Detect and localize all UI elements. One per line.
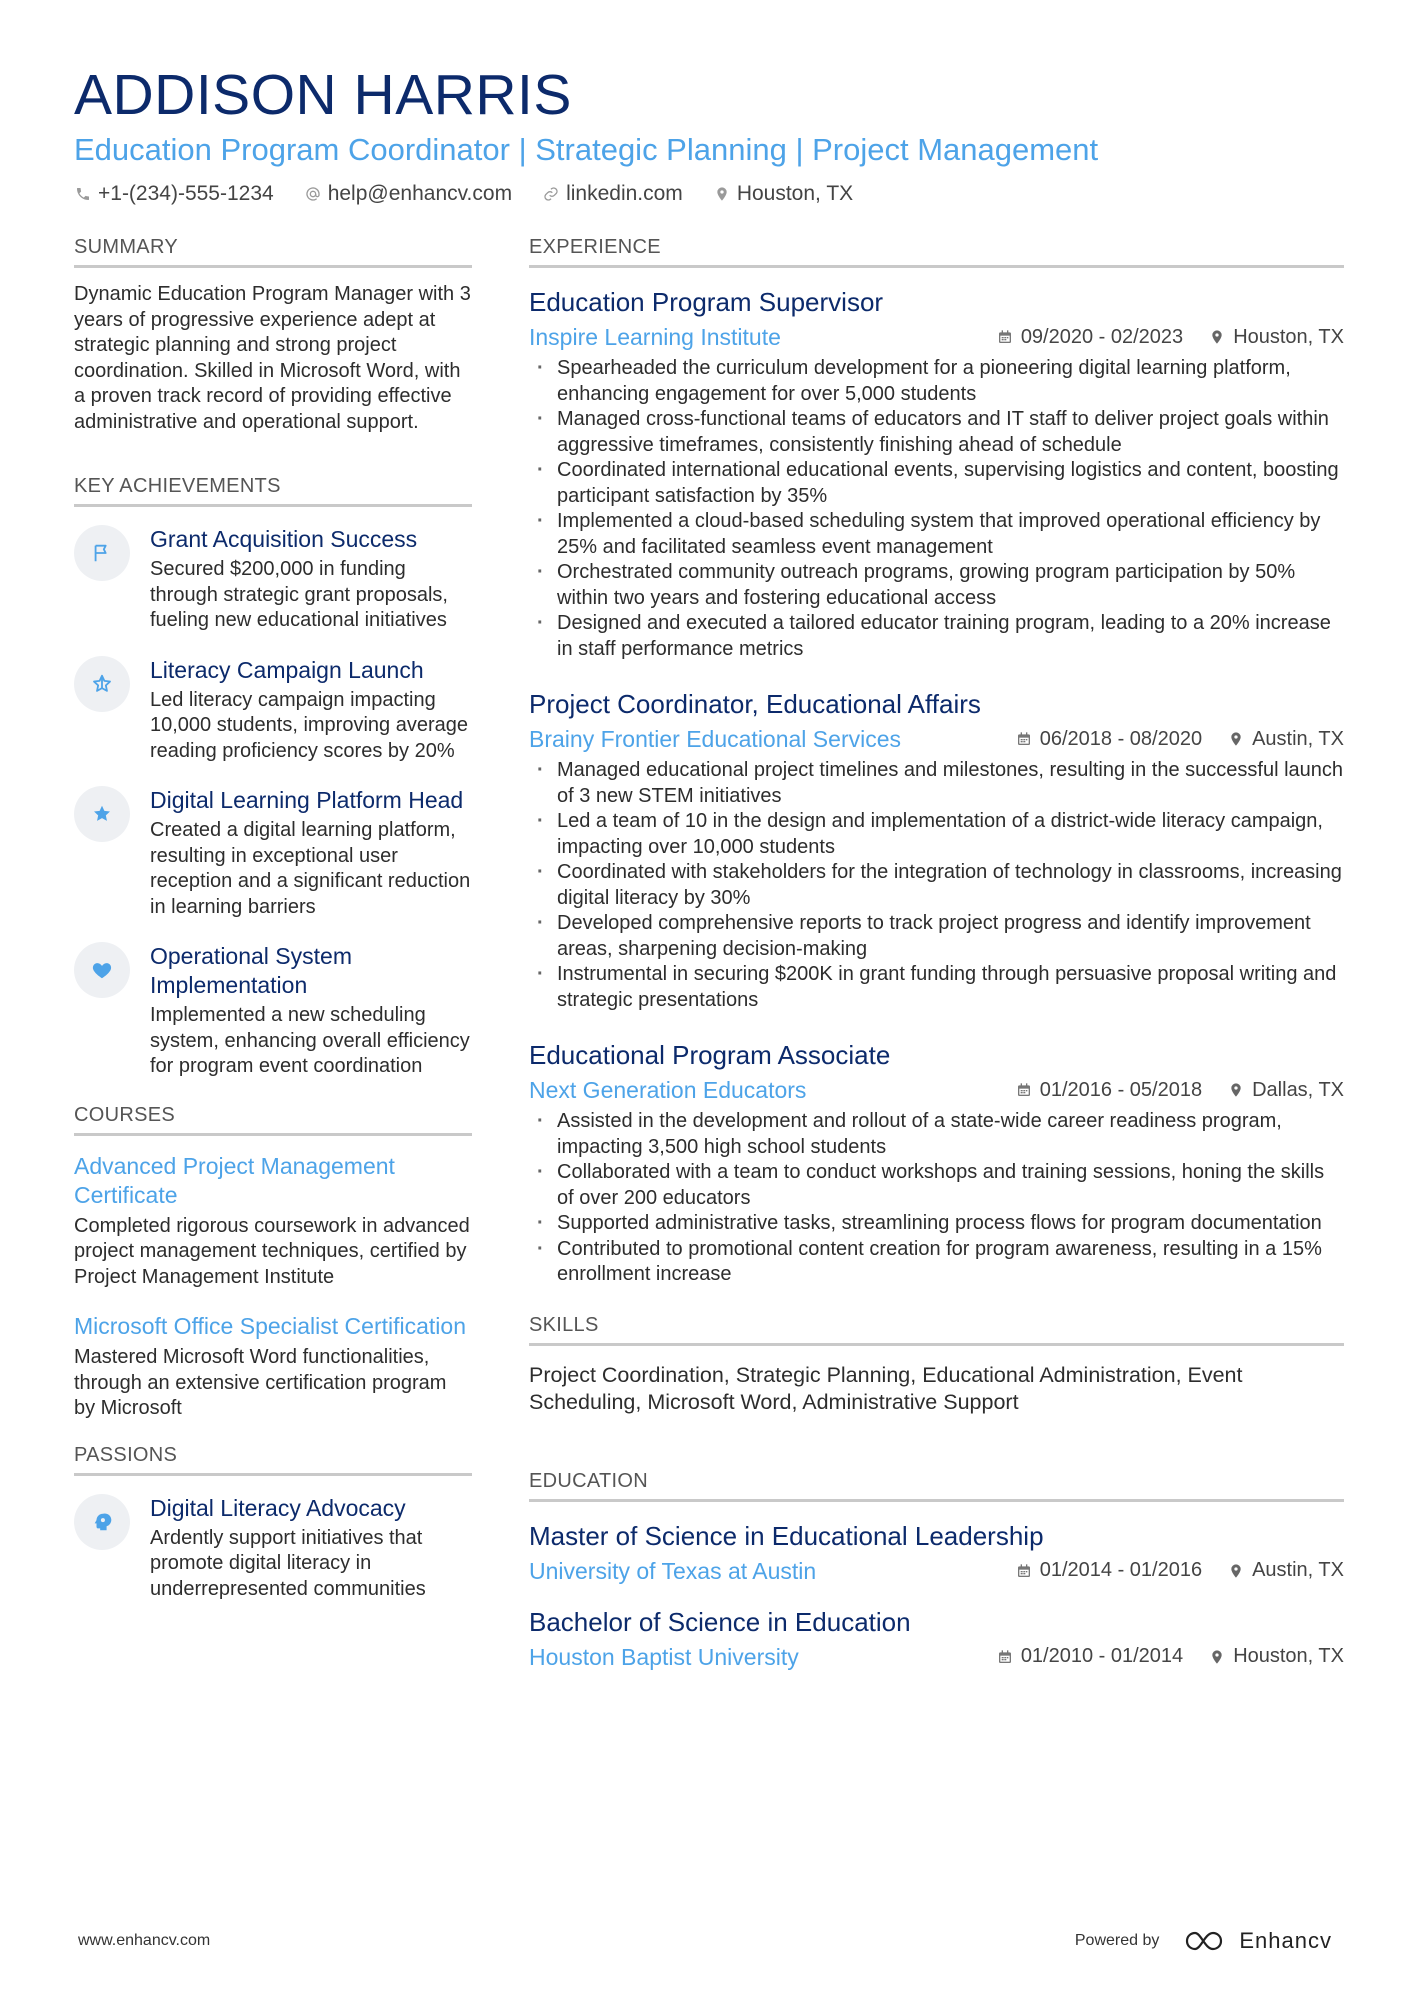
courses-heading: COURSES	[74, 1104, 472, 1136]
job-meta	[529, 322, 1344, 352]
summary-heading: SUMMARY	[74, 236, 472, 268]
course-text: Mastered Microsoft Word functionalities, through an extensive certification program by Microsoft	[74, 1346, 447, 1419]
bullet-item: · Implemented a cloud-based scheduling system that improved operational efficiency by 25% and facilitated seamless event management	[529, 509, 1344, 560]
job-dates-text: 06/2018 - 08/2020	[1039, 727, 1203, 750]
email-text[interactable]: help@enhancv.com	[327, 182, 513, 205]
achievement-text: Implemented a new scheduling system, enhancing overall efficiency for program event coordination	[150, 1004, 470, 1077]
school-name: Houston Baptist University	[529, 1643, 799, 1670]
job-meta	[529, 1075, 1344, 1105]
passion-title: Digital Literacy Advocacy	[150, 1494, 406, 1521]
achievement-item	[74, 942, 472, 1080]
bullet-item: · Coordinated international educational events, supervising logistics and content, boosting participant satisfaction by 35%	[529, 458, 1344, 509]
education-dates-text: 01/2010 - 01/2014	[1020, 1645, 1184, 1667]
achievement-title: Grant Acquisition Success	[150, 526, 418, 552]
job-meta	[529, 724, 1344, 754]
star-icon	[74, 786, 130, 842]
bullet-item: · Designed and executed a tailored educator training program, leading to a 20% increase in staff performance metrics	[529, 611, 1344, 662]
job-meta-details	[1016, 1079, 1344, 1102]
location-pin-icon	[1209, 1649, 1225, 1665]
education-heading: EDUCATION	[529, 1470, 1344, 1502]
passion-item	[74, 1494, 472, 1603]
job-meta-details	[1016, 728, 1344, 751]
achievement-text: Created a digital learning platform, resulting in exceptional user reception and a significant reduction in learning barriers	[150, 819, 471, 918]
education-location	[1228, 1559, 1344, 1582]
contact-email[interactable]	[304, 182, 512, 206]
contact-row	[74, 182, 1344, 206]
location-pin-icon	[1209, 329, 1225, 345]
education-meta-details	[1016, 1559, 1344, 1582]
job-location-text: Houston, TX	[1233, 325, 1344, 348]
bullet-item: · Spearheaded the curriculum development for a pioneering digital learning platform, enhancing engagement for over 5,000 students	[529, 356, 1344, 407]
achievement-item	[74, 656, 472, 765]
star-outline-icon	[74, 656, 130, 712]
education-meta	[529, 1642, 1344, 1672]
phone-text: +1-(234)-555-1234	[98, 182, 274, 205]
company-name: Brainy Frontier Educational Services	[529, 726, 901, 752]
skills-heading: SKILLS	[529, 1314, 1344, 1346]
experience-heading: EXPERIENCE	[529, 236, 1344, 268]
education-meta	[529, 1556, 1344, 1586]
bullet-item: · Supported administrative tasks, streamlining process flows for program documentation	[529, 1211, 1344, 1237]
job-location-text: Dallas, TX	[1252, 1078, 1344, 1101]
job-bullets	[529, 356, 1344, 662]
calendar-icon	[997, 1649, 1013, 1665]
bullet-item: · Instrumental in securing $200K in grant funding through persuasive proposal writing and strategic presentations	[529, 962, 1344, 1013]
company-name: Next Generation Educators	[529, 1077, 807, 1103]
brand-name: Enhancv	[1239, 1928, 1332, 1953]
calendar-icon	[1016, 1082, 1032, 1098]
education-dates-text: 01/2014 - 01/2016	[1039, 1559, 1203, 1581]
left-column	[74, 236, 472, 1624]
school-name: University of Texas at Austin	[529, 1557, 817, 1584]
achievements-heading: KEY ACHIEVEMENTS	[74, 475, 472, 507]
candidate-name: ADDISON HARRIS	[74, 63, 572, 127]
achievement-title: Digital Learning Platform Head	[150, 787, 464, 813]
bullet-item: · Managed cross-functional teams of educators and IT staff to deliver project goals within aggressive timeframes, consistently finishing ahead of schedule	[529, 407, 1344, 458]
candidate-title: Education Program Coordinator | Strategic Planning | Project Management	[74, 132, 1099, 167]
job-entry	[529, 688, 1344, 1013]
achievements-section	[74, 475, 472, 1080]
job-bullets	[529, 1109, 1344, 1288]
at-icon	[304, 185, 322, 203]
skills-section	[529, 1314, 1344, 1416]
right-column	[529, 236, 1344, 1692]
bullet-item: · Assisted in the development and rollout of a state-wide career readiness program, impacting 3,500 high school students	[529, 1109, 1344, 1160]
passion-text: Ardently support initiatives that promote digital literacy in underrepresented communities	[150, 1526, 426, 1600]
enhancv-logo[interactable]	[1183, 1928, 1332, 1954]
education-entry	[529, 1520, 1344, 1586]
education-dates	[1016, 1559, 1202, 1582]
skills-text: Project Coordination, Strategic Planning, Educational Administration, Event Scheduling, Microsoft Word, Administrative Support	[529, 1362, 1243, 1414]
course-title: Advanced Project Management Certificate	[74, 1152, 395, 1208]
phone-icon	[74, 185, 92, 203]
job-entry	[529, 286, 1344, 662]
footer-website[interactable]: www.enhancv.com	[78, 1932, 211, 1949]
job-bullets	[529, 758, 1344, 1013]
bullet-item: · Led a team of 10 in the design and implementation of a district-wide literacy campaign, impacting over 10,000 students	[529, 809, 1344, 860]
course-title: Microsoft Office Specialist Certification	[74, 1313, 466, 1339]
company-name: Inspire Learning Institute	[529, 324, 781, 350]
education-entry	[529, 1606, 1344, 1672]
resume-header	[74, 60, 1344, 206]
bullet-item: · Coordinated with stakeholders for the integration of technology in classrooms, increasing digital literacy by 30%	[529, 860, 1344, 911]
course-text: Completed rigorous coursework in advanced project management techniques, certified by Project Management Institute	[74, 1214, 470, 1288]
job-location	[1228, 1079, 1344, 1102]
contact-linkedin[interactable]	[542, 182, 683, 206]
job-dates-text: 01/2016 - 05/2018	[1039, 1078, 1203, 1101]
link-icon	[542, 185, 560, 203]
flag-icon	[74, 525, 130, 581]
job-meta-details	[997, 326, 1344, 349]
courses-section	[74, 1104, 472, 1422]
education-location-text: Houston, TX	[1233, 1645, 1344, 1667]
calendar-icon	[1016, 1563, 1032, 1579]
achievement-text: Secured $200,000 in funding through strategic grant proposals, fueling new educational initiatives	[150, 558, 448, 631]
job-title: Education Program Supervisor	[529, 287, 884, 317]
education-dates	[997, 1645, 1183, 1668]
bullet-item: · Contributed to promotional content creation for program awareness, resulting in a 15% enrollment increase	[529, 1237, 1344, 1288]
achievement-title: Operational System Implementation	[150, 943, 352, 998]
job-entry	[529, 1039, 1344, 1288]
job-title: Project Coordinator, Educational Affairs	[529, 689, 981, 719]
linkedin-text[interactable]: linkedin.com	[566, 182, 683, 205]
passions-section	[74, 1444, 472, 1603]
bullet-item: · Developed comprehensive reports to track project progress and identify improvement areas, sharpening decision-making	[529, 911, 1344, 962]
summary-text: Dynamic Education Program Manager with 3 years of progressive experience adept at strategic planning and strong project coordination. Skilled in Microsoft Word, with a proven track record of providing effective administrative and operational support.	[74, 283, 471, 433]
job-location-text: Austin, TX	[1252, 727, 1344, 750]
contact-location	[713, 182, 853, 206]
education-section	[529, 1470, 1344, 1672]
achievement-item	[74, 525, 472, 634]
summary-section	[74, 236, 472, 435]
location-pin-icon	[1228, 1082, 1244, 1098]
achievement-title: Literacy Campaign Launch	[150, 656, 424, 683]
powered-by-text: Powered by	[1074, 1932, 1160, 1949]
course-item	[74, 1152, 472, 1291]
calendar-icon	[997, 329, 1013, 345]
bullet-item: · Managed educational project timelines and milestones, resulting in the successful launch of 3 new STEM initiatives	[529, 758, 1344, 809]
degree-title: Bachelor of Science in Education	[529, 1606, 911, 1637]
job-dates-text: 09/2020 - 02/2023	[1020, 325, 1184, 348]
footer-branding	[1075, 1928, 1332, 1954]
head-brain-icon	[74, 1494, 130, 1550]
job-dates	[1016, 1079, 1202, 1102]
achievement-item	[74, 786, 472, 920]
calendar-icon	[1016, 731, 1032, 747]
contact-phone	[74, 182, 274, 206]
education-location-text: Austin, TX	[1252, 1559, 1344, 1581]
education-meta-details	[997, 1645, 1344, 1668]
job-location	[1228, 728, 1344, 751]
location-pin-icon	[1228, 731, 1244, 747]
job-dates	[1016, 728, 1202, 751]
job-location	[1209, 326, 1344, 349]
job-dates	[997, 326, 1183, 349]
passions-heading: PASSIONS	[74, 1444, 472, 1476]
page-footer	[78, 1928, 1332, 1954]
bullet-item: · Orchestrated community outreach programs, growing program participation by 50% within two years and fostering educational access	[529, 560, 1344, 611]
bullet-item: · Collaborated with a team to conduct workshops and training sessions, honing the skills of over 200 educators	[529, 1160, 1344, 1211]
education-location	[1209, 1645, 1344, 1668]
enhancv-logo-icon	[1183, 1929, 1229, 1953]
location-text: Houston, TX	[736, 182, 854, 205]
heart-icon	[74, 942, 130, 998]
course-item	[74, 1312, 472, 1422]
location-pin-icon	[1228, 1563, 1244, 1579]
degree-title: Master of Science in Educational Leadership	[529, 1520, 1044, 1551]
location-pin-icon	[713, 185, 731, 203]
achievement-text: Led literacy campaign impacting 10,000 students, improving average reading proficiency scores by 20%	[150, 688, 468, 762]
experience-section	[529, 236, 1344, 1288]
job-title: Educational Program Associate	[529, 1040, 891, 1070]
